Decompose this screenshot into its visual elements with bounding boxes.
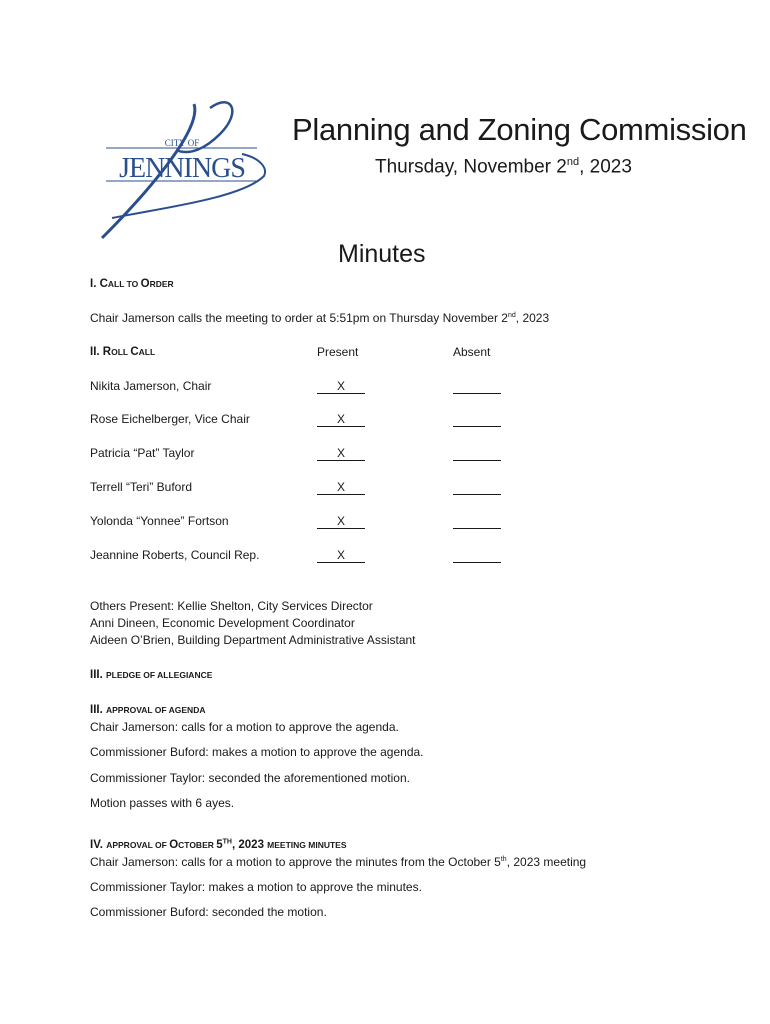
present-mark: X: [317, 480, 365, 495]
absent-column-header: Absent: [453, 345, 491, 359]
call-to-order-text: Chair Jamerson calls the meeting to order at 5:51pm on Thursday November 2nd, 2023: [90, 311, 550, 325]
city-of-jennings-logo: [92, 98, 270, 244]
present-column-header: Present: [317, 345, 359, 359]
member-name: Jeannine Roberts, Council Rep.: [90, 548, 260, 562]
member-name: Nikita Jamerson, Chair: [90, 379, 212, 393]
logo-text-top: CITY OF: [164, 138, 200, 148]
present-mark: X: [317, 446, 365, 461]
date-prefix: Thursday, November 2: [375, 156, 567, 178]
member-name: Patricia “Pat” Taylor: [90, 446, 195, 460]
present-mark: X: [317, 548, 365, 563]
section-heading-roll-call: II. ROLL CALL: [90, 346, 156, 358]
absent-mark: [453, 514, 501, 529]
date-sup: nd: [566, 156, 580, 168]
others-present-line: Others Present: Kellie Shelton, City Services Director: [90, 599, 373, 613]
agenda-line: Commissioner Taylor: seconded the aforementioned motion.: [90, 771, 410, 785]
present-mark: X: [317, 412, 365, 427]
present-mark: X: [317, 379, 365, 394]
section-heading-approval-agenda: III. APPROVAL OF AGENDA: [90, 704, 206, 716]
date-suffix: , 2023: [579, 156, 632, 178]
document-heading: Minutes: [338, 240, 426, 268]
absent-mark: [453, 548, 501, 563]
others-present-line: Anni Dineen, Economic Development Coordinator: [90, 616, 355, 630]
absent-mark: [453, 412, 501, 427]
member-name: Yolonda “Yonnee” Fortson: [90, 514, 229, 528]
present-mark: X: [317, 514, 365, 529]
logo-text-main: JENNINGS: [119, 153, 245, 184]
others-present-line: Aideen O’Brien, Building Department Administrative Assistant: [90, 633, 416, 647]
absent-mark: [453, 446, 501, 461]
minutes-line: Commissioner Taylor: makes a motion to approve the minutes.: [90, 880, 422, 894]
agenda-line: Commissioner Buford: makes a motion to approve the agenda.: [90, 745, 424, 759]
member-name: Terrell “Teri” Buford: [90, 480, 193, 494]
agenda-line: Motion passes with 6 ayes.: [90, 796, 235, 810]
page-title: Planning and Zoning Commission: [292, 112, 747, 147]
agenda-line: Chair Jamerson: calls for a motion to approve the agenda.: [90, 720, 399, 734]
absent-mark: [453, 379, 501, 394]
absent-mark: [453, 480, 501, 495]
section-heading-call-to-order: I. CALL TO ORDER: [90, 278, 174, 290]
meeting-date: [375, 156, 632, 178]
member-name: Rose Eichelberger, Vice Chair: [90, 412, 250, 426]
section-heading-pledge: III. PLEDGE OF ALLEGIANCE: [90, 669, 213, 681]
section-heading-approval-minutes: IV. APPROVAL OF OCTOBER 5TH, 2023 MEETING MINUTES: [90, 838, 347, 851]
minutes-line: Chair Jamerson: calls for a motion to approve the minutes from the October 5th, 2023 meeting: [90, 855, 587, 869]
minutes-line: Commissioner Buford: seconded the motion.: [90, 905, 327, 919]
